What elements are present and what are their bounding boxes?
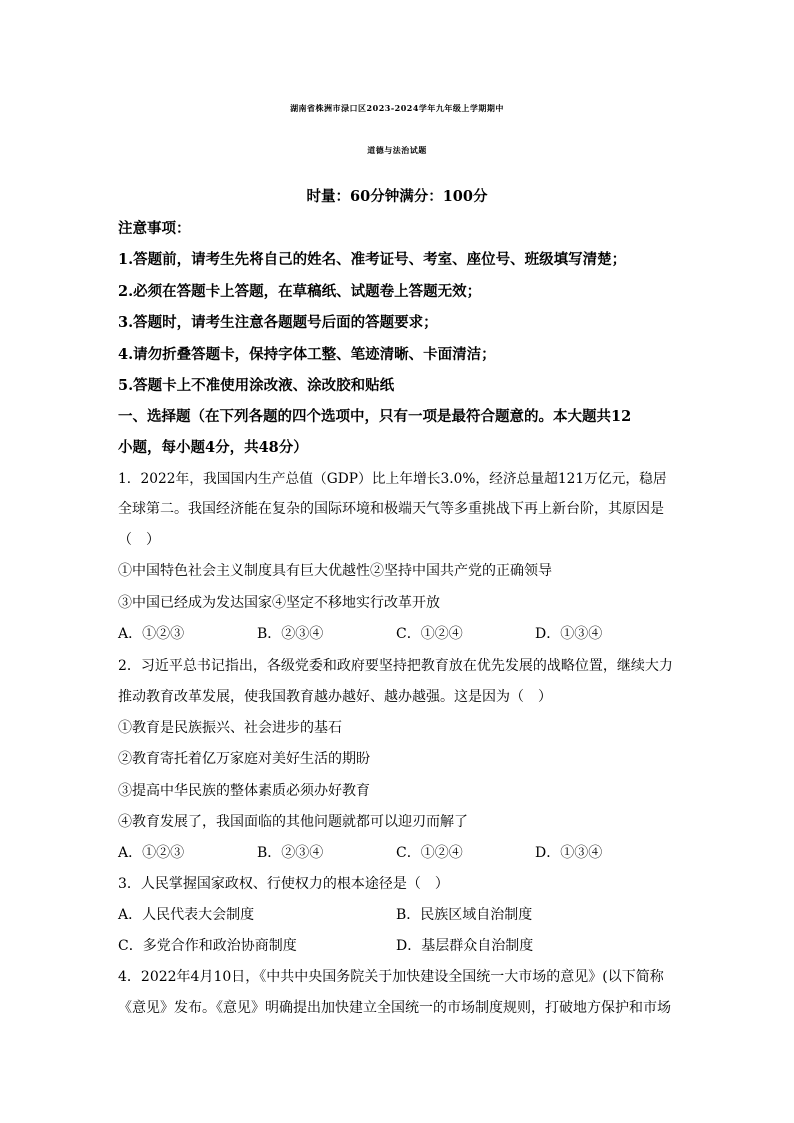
- section-heading-continued: 小题，每小题4分，共48分）: [118, 439, 308, 456]
- question-3-option-b: B．民族区域自治制度: [396, 907, 533, 923]
- question-1-option-a: A．①②③: [118, 626, 185, 642]
- question-2-option-c: C．①②④: [396, 845, 463, 861]
- notice-item: 2.必须在答题卡上答题，在草稿纸、试题卷上答题无效；: [118, 283, 482, 300]
- exam-time-and-score: 时量：60分钟满分：100分: [306, 188, 488, 205]
- question-3-option-d: D．基层群众自治制度: [396, 938, 534, 954]
- exam-title-line-1: 湖南省株洲市渌口区2023-2024学年九年级上学期期中: [290, 103, 504, 113]
- question-3-option-c: C．多党合作和政治协商制度: [118, 938, 297, 954]
- question-2-statement: ①教育是民族振兴、社会进步的基石: [118, 720, 342, 736]
- exam-title-line-2: 道德与法治试题: [367, 145, 427, 155]
- question-2-stem: 2．习近平总书记指出，各级党委和政府要坚持把教育放在优先发展的战略位置，继续大力: [118, 658, 673, 674]
- notice-item: 5.答题卡上不准使用涂改液、涂改胶和贴纸: [118, 377, 395, 394]
- question-4-stem: 4．2022年4月10日，《中共中央国务院关于加快建设全国统一大市场的意见》(以下简称: [118, 969, 664, 985]
- question-1-option-d: D．①③④: [535, 626, 603, 642]
- question-2-statement: ④教育发展了，我国面临的其他问题就都可以迎刃而解了: [118, 814, 468, 830]
- question-1-option-c: C．①②④: [396, 626, 463, 642]
- question-2-stem: 推动教育改革发展，使我国教育越办越好、越办越强。这是因为（ ）: [118, 689, 552, 705]
- question-1-stem: （ ）: [118, 532, 160, 548]
- question-1-statement: ③中国已经成为发达国家④坚定不移地实行改革开放: [118, 595, 440, 611]
- notice-heading: 注意事项：: [118, 220, 191, 237]
- section-heading: 一、选择题（在下列各题的四个选项中，只有一项是最符合题意的。本大题共12: [118, 408, 632, 425]
- question-2-option-d: D．①③④: [535, 845, 603, 861]
- question-4-stem: 《意见》发布。《意见》明确提出加快建立全国统一的市场制度规则，打破地方保护和市场: [118, 1000, 671, 1016]
- question-2-statement: ③提高中华民族的整体素质必须办好教育: [118, 783, 370, 799]
- question-2-statement: ②教育寄托着亿万家庭对美好生活的期盼: [118, 751, 370, 767]
- question-2-option-b: B．②③④: [257, 845, 324, 861]
- question-1-stem: 1．2022年，我国国内生产总值（GDP）比上年增长3.0%，经济总量超121万亿元，稳居: [118, 471, 667, 487]
- question-1-option-b: B．②③④: [257, 626, 324, 642]
- question-1-statement: ①中国特色社会主义制度具有巨大优越性②坚持中国共产党的正确领导: [118, 563, 552, 579]
- notice-item: 4.请勿折叠答题卡，保持字体工整、笔迹清晰、卡面清洁；: [118, 346, 496, 363]
- question-3-option-a: A．人民代表大会制度: [118, 907, 255, 923]
- question-2-option-a: A．①②③: [118, 845, 185, 861]
- question-3-stem: 3．人民掌握国家政权、行使权力的根本途径是（ ）: [118, 876, 449, 892]
- notice-item: 1.答题前，请考生先将自己的姓名、准考证号、考室、座位号、班级填写清楚；: [118, 251, 627, 268]
- question-1-stem: 全球第二。我国经济能在复杂的国际环境和极端天气等多重挑战下再上新台阶，其原因是: [118, 501, 664, 517]
- notice-item: 3.答题时，请考生注意各题题号后面的答题要求；: [118, 314, 438, 331]
